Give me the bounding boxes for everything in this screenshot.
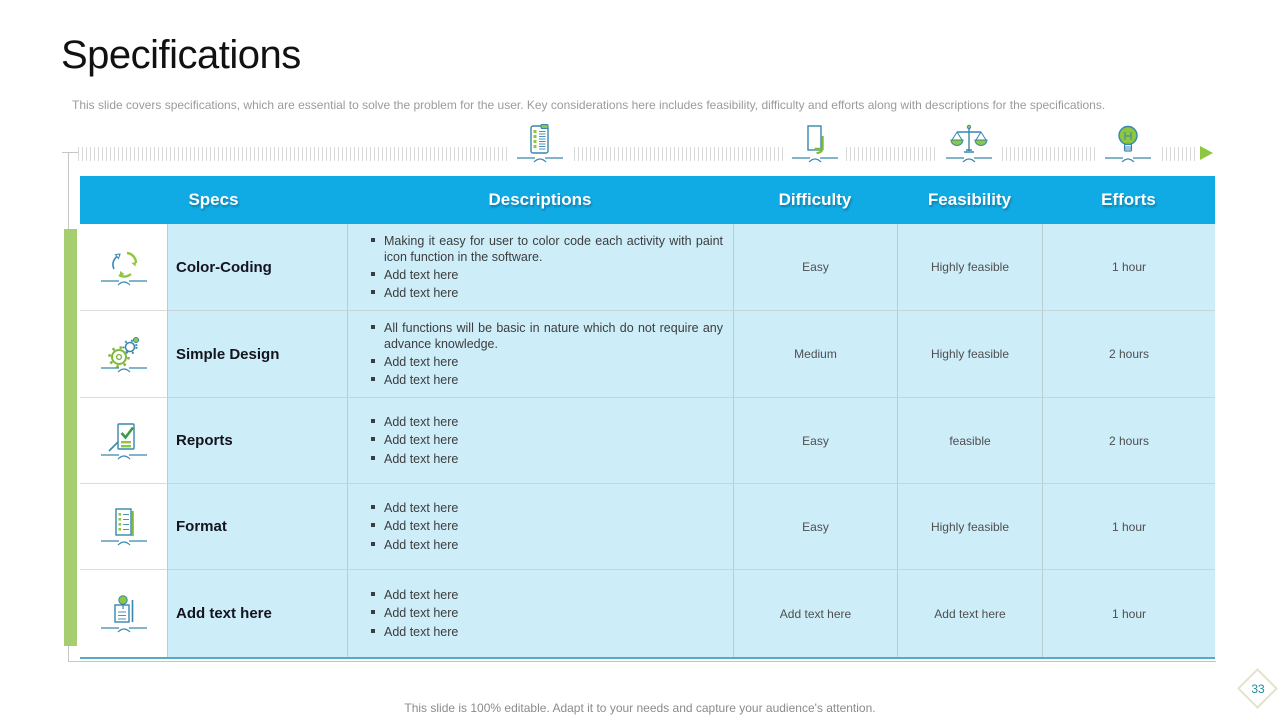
specifications-table xyxy=(80,176,1215,659)
bullet-item: Add text here xyxy=(370,432,723,448)
bullet-item: All functions will be basic in nature which do not require any advance knowledge. xyxy=(370,320,723,353)
table-row xyxy=(80,570,1215,657)
bullet-item: Add text here xyxy=(370,267,723,283)
col-header-difficulty: Difficulty xyxy=(778,190,852,209)
feasibility-value: feasible xyxy=(897,398,1042,484)
difficulty-value: Easy xyxy=(733,398,897,484)
bullet-item: Add text here xyxy=(370,624,723,640)
spec-descriptions xyxy=(347,311,733,398)
page-title: Specifications xyxy=(61,33,301,77)
difficulty-value: Easy xyxy=(733,224,897,311)
col-header-specs: Specs xyxy=(188,190,239,209)
bullet-item: Add text here xyxy=(370,518,723,534)
bullet-item: Add text here xyxy=(370,605,723,621)
efforts-value: 1 hour xyxy=(1042,224,1215,311)
bullet-item: Add text here xyxy=(370,285,723,301)
spec-name: Color-Coding xyxy=(167,224,347,311)
bullet-item: Add text here xyxy=(370,537,723,553)
efforts-value: 2 hours xyxy=(1042,398,1215,484)
table-row xyxy=(80,224,1215,311)
bullet-item: Add text here xyxy=(370,354,723,370)
bullet-item: Add text here xyxy=(370,414,723,430)
efforts-value: 1 hour xyxy=(1042,570,1215,657)
difficulty-value: Add text here xyxy=(733,570,897,657)
spec-name: Reports xyxy=(167,398,347,484)
spec-descriptions xyxy=(347,570,733,657)
frame-line xyxy=(68,661,1216,662)
table-row xyxy=(80,311,1215,398)
efforts-value: 2 hours xyxy=(1042,311,1215,398)
recycle-arrows-icon xyxy=(80,224,167,311)
table-row xyxy=(80,484,1215,570)
frame-line xyxy=(62,152,78,153)
difficulty-value: Easy xyxy=(733,484,897,570)
page-number: 33 xyxy=(1251,682,1265,696)
spec-descriptions xyxy=(347,224,733,311)
feasibility-value: Highly feasible xyxy=(897,224,1042,311)
col-header-descriptions: Descriptions xyxy=(488,190,592,209)
report-check-icon xyxy=(80,398,167,484)
spec-descriptions xyxy=(347,398,733,484)
difficulty-value: Medium xyxy=(733,311,897,398)
green-accent-bar xyxy=(64,229,77,646)
bullet-item: Add text here xyxy=(370,500,723,516)
arrow-right-icon xyxy=(1200,146,1213,160)
page-number-badge xyxy=(1236,667,1280,711)
col-header-feasibility: Feasibility xyxy=(927,190,1012,209)
footer-note: This slide is 100% editable. Adapt it to your needs and capture your audience's attention. xyxy=(404,701,876,715)
spec-name: Add text here xyxy=(167,570,347,657)
efforts-value: 1 hour xyxy=(1042,484,1215,570)
format-doc-icon xyxy=(80,484,167,570)
paper-icon xyxy=(784,124,846,168)
bulb-icon xyxy=(1097,124,1159,168)
doc-pin-icon xyxy=(80,570,167,657)
feasibility-value: Highly feasible xyxy=(897,311,1042,398)
ruler-ticks-decoration xyxy=(78,147,1196,161)
col-header-efforts: Efforts xyxy=(1101,190,1156,209)
scale-icon xyxy=(938,124,1000,168)
spec-descriptions xyxy=(347,484,733,570)
feasibility-value: Highly feasible xyxy=(897,484,1042,570)
bullet-item: Add text here xyxy=(370,587,723,603)
feasibility-value: Add text here xyxy=(897,570,1042,657)
bullet-item: Add text here xyxy=(370,451,723,467)
spec-name: Simple Design xyxy=(167,311,347,398)
table-header-row xyxy=(80,176,1215,224)
table-row xyxy=(80,398,1215,484)
slide-subtitle: This slide covers specifications, which are essential to solve the problem for the user. Key considerations here includes feasibility, difficulty and efforts along with descriptions for the specifications. xyxy=(72,98,1106,112)
spec-name: Format xyxy=(167,484,347,570)
bullet-item: Making it easy for user to color code each activity with paint icon function in the software. xyxy=(370,233,723,266)
ledger-icon xyxy=(509,124,571,168)
gears-icon xyxy=(80,311,167,398)
bullet-item: Add text here xyxy=(370,372,723,388)
